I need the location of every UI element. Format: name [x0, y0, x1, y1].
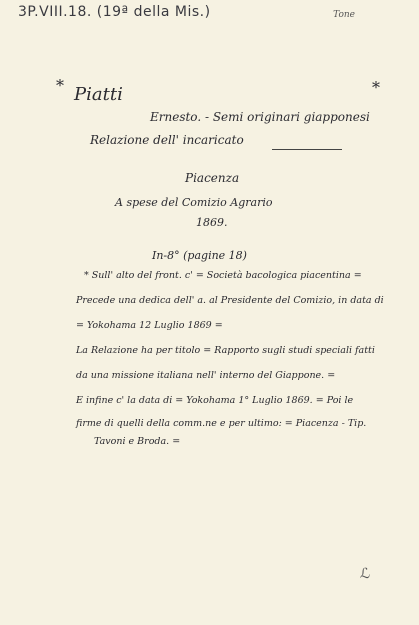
imprint-publisher: A spese del Comizio Agrario: [115, 196, 273, 209]
imprint-year: 1869.: [196, 216, 228, 229]
imprint-place: Piacenza: [185, 171, 240, 185]
note-line: Tavoni e Broda. =: [94, 436, 181, 447]
note-line: da una missione italiana nell' interno del Giappone. =: [76, 370, 336, 381]
note-line: E infine c' la data di = Yokohama 1° Luglio 1869. = Poi le: [76, 395, 354, 406]
shelfmark: 3P.VIII.18. (19ª della Mis.): [18, 4, 211, 20]
title-dash-rule: [272, 149, 342, 150]
author-surname: Piatti: [74, 84, 123, 105]
note-line: firme di quelli della comm.ne e per ultimo: = Piacenza - Tip.: [76, 418, 367, 429]
flourish-mark: ℒ: [360, 566, 371, 582]
note-line: * Sull' alto del front. c' = Società bacologica piacentina =: [84, 270, 362, 281]
asterisk-mark: *: [372, 78, 380, 97]
note-line: = Yokohama 12 Luglio 1869 =: [76, 320, 223, 331]
title-line-1: Ernesto. - Semi originari giapponesi: [150, 110, 370, 124]
note-line: Precede una dedica dell' a. al Presidente del Comizio, in data di: [76, 295, 384, 306]
collation: In-8° (pagine 18): [152, 249, 247, 262]
asterisk-mark: *: [56, 76, 64, 95]
note-line: La Relazione ha per titolo = Rapporto sugli studi speciali fatti: [76, 345, 375, 356]
title-line-2: Relazione dell' incaricato: [90, 133, 244, 147]
corner-note: Tone: [333, 10, 355, 20]
